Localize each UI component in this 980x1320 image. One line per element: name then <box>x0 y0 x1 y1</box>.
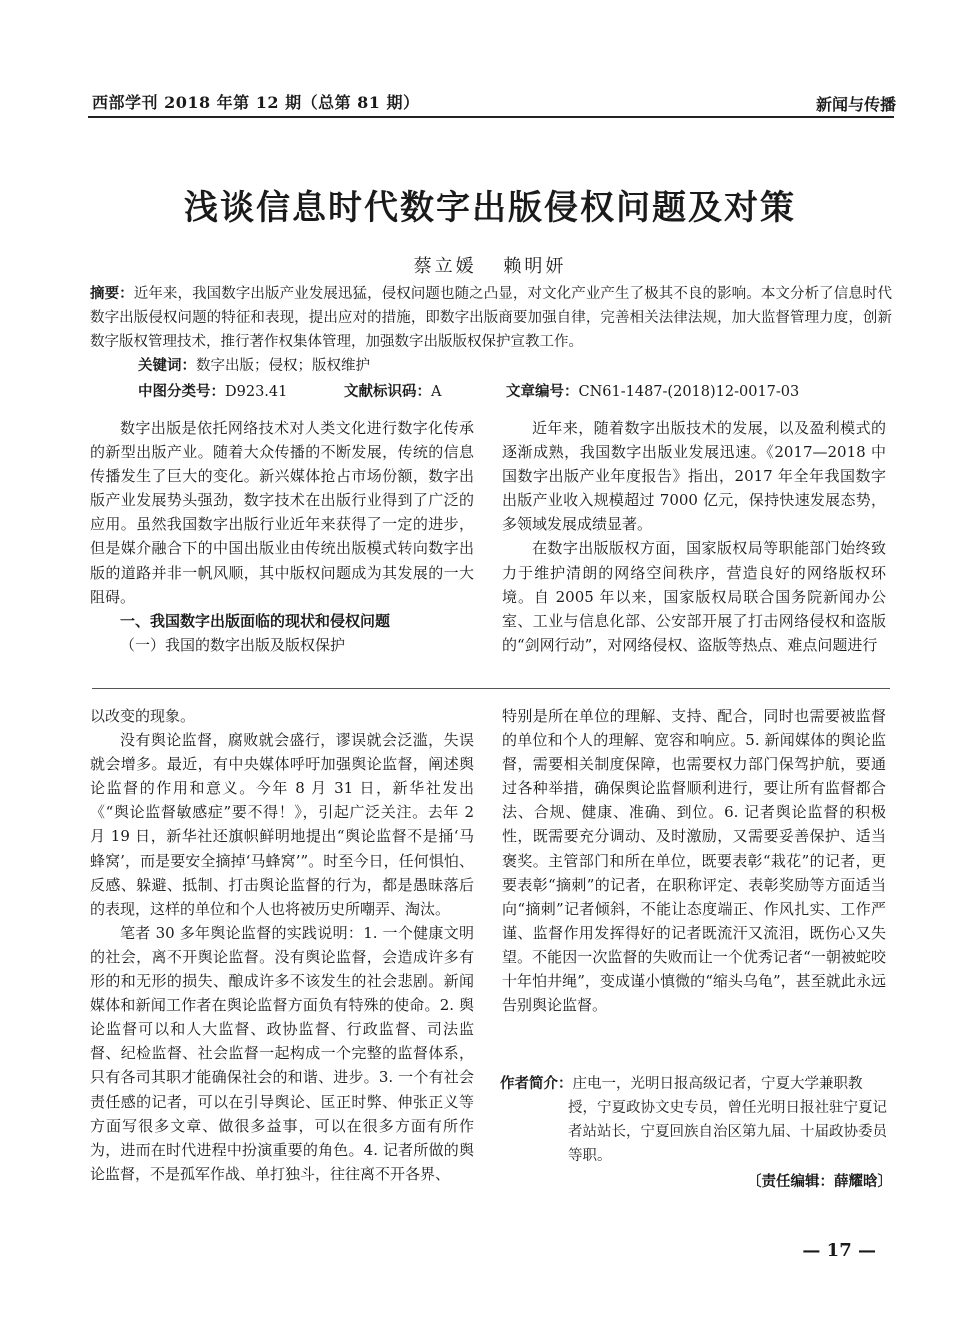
paragraph: 在数字出版版权方面，国家版权局等职能部门始终致力于维护清朗的网络空间秩序，营造良好的网络版权环境。自 2005 年以来，国家版权局联合国务院新闻办公室、工业与信息化部、公安部开展了打击网络侵权和盗版的“剑网行动”，对网络侵权、盗版等热点、难点问题进行 <box>502 539 886 654</box>
paragraph: 笔者 30 多年舆论监督的实践说明：1. 一个健康文明的社会，离不开舆论监督。没有舆论监督，会造成许多有形的和无形的损失、酿成许多不该发生的社会悲剧。新闻媒体和新闻工作者在舆论监督方面负有特殊的使命。2. 舆论监督可以和人大监督、政协监督、行政监督、司法监督、纪检监督、社会监督一起构成一个完整的监督体系，只有各司其职才能确保社会的和谐、进步。3. 一个有社会责任感的记者，可以在引导舆论、匡正时弊、伸张正义等方面写很多文章、做很多益事，可以在很多方面有所作为，进而在时代进程中扮演重要的角色。4. 记者所做的舆论监督，不是孤军作战、单打独斗，往往离不开各界、 <box>90 923 474 1183</box>
subsection-heading: （一）我国的数字出版及版权保护 <box>120 635 346 654</box>
paragraph: 没有舆论监督，腐败就会盛行，谬误就会泛滥，失误就会增多。最近，有中央媒体呼吁加强舆论监督，阐述舆论监督的作用和意义。今年 8 月 31 日，新华社发出《“舆论监督敏感症”要不得！》，引起广泛关注。去年 2 月 19 日，新华社还旗帜鲜明地提出“舆论监督不是捅‘马蜂窝’，而是要安全摘掉‘马蜂窝’”。时至今日，任何惧怕、反感、躲避、抵制、打击舆论监督的行为，都是愚昧落后的表现，这样的单位和个人也将被历史所嘲弄、淘汰。 <box>90 731 474 918</box>
page-number: — 17 — <box>802 1240 876 1261</box>
lower-left-column <box>90 704 474 1186</box>
upper-left-column <box>90 416 474 657</box>
keywords-text: 数字出版；侵权；版权维护 <box>196 358 370 374</box>
abstract-label: 摘要： <box>90 285 134 302</box>
keywords-label: 关键词： <box>138 357 196 374</box>
paragraph: 特别是所在单位的理解、支持、配合，同时也需要被监督的单位和个人的理解、宽容和响应。5. 新闻媒体的舆论监督，需要相关制度保障，也需要权力部门保驾护航，要通过各种举措，确保舆论监督顺利进行，要让所有监督都合法、合规、健康、准确、到位。6. 记者舆论监督的积极性，既需要充分调动、及时激励，又需要妥善保护、适当褒奖。主管部门和所在单位，既要表彰“栽花”的记者，更要表彰“摘刺”的记者，在职称评定、表彰奖励等方面适当向“摘刺”记者倾斜，不能让态度端正、作风扎实、工作严谨、监督作用发挥得好的记者既流汗又流泪，既伤心又失望。不能因一次监督的失败而让一个优秀记者“一朝被蛇咬十年怕井绳”，变成谨小慎微的“缩头乌龟”，甚至就此永远告别舆论监督。 <box>502 707 886 1015</box>
article-authors: 蔡立媛 赖明妍 <box>413 256 567 277</box>
section-label: 新闻与传播 <box>815 95 896 114</box>
paragraph: 以改变的现象。 <box>90 707 196 725</box>
paragraph: 数字出版是依托网络技术对人类文化进行数字化传承的新型出版产业。随着大众传播的不断发展，传统的信息传播发生了巨大的变化。新兴媒体抢占市场份额，数字出版产业发展势头强劲，数字技术在出版行业得到了广泛的应用。虽然我国数字出版行业近年来获得了一定的进步，但是媒介融合下的中国出版业由传统出版模式转向数字出版的道路并非一帆风顺，其中版权问题成为其发展的一大阻碍。 <box>90 419 474 606</box>
section-heading: 一、我国数字出版面临的现状和侵权问题 <box>120 611 391 630</box>
upper-right-column <box>502 416 886 657</box>
author-bio <box>500 1072 888 1168</box>
article-title: 浅谈信息时代数字出版侵权问题及对策 <box>184 188 796 228</box>
responsible-editor: 〔责任编辑：薛耀晗〕 <box>747 1173 892 1190</box>
lower-right-column <box>502 704 886 1017</box>
article-number: 文章编号：CN61-1487-(2018)12-0017-03 <box>506 383 800 400</box>
abstract <box>90 282 892 354</box>
section-separator <box>92 688 890 689</box>
header-rule <box>88 116 894 118</box>
author-bio-first-line: 作者简介：庄电一，光明日报高级记者，宁夏大学兼职教 <box>500 1075 863 1092</box>
author-bio-rest: 授，宁夏政协文史专员，曾任光明日报社驻宁夏记者站站长，宁夏回族自治区第九届、十届政协委员等职。 <box>568 1100 887 1164</box>
journal-header: 西部学刊 2018 年第 12 期（总第 81 期） <box>92 93 420 112</box>
paragraph: 近年来，随着数字出版技术的发展，以及盈利模式的逐渐成熟，我国数字出版业发展迅速。《2017—2018 中国数字出版产业年度报告》指出，2017 年全年我国数字出版产业收入规模超过 7000 亿元，保持快速发展态势，多领域发展成绩显著。 <box>502 419 886 534</box>
document-code: 文献标识码：A <box>344 383 442 400</box>
keywords <box>138 354 370 375</box>
abstract-text: 近年来，我国数字出版产业发展迅猛，侵权问题也随之凸显，对文化产业产生了极其不良的影响。本文分析了信息时代数字出版侵权问题的特征和表现，提出应对的措施，即数字出版商要加强自律，完善相关法律法规，加大监督管理力度，创新数字版权管理技术，推行著作权集体管理，加强数字出版版权保护宣教工作。 <box>90 286 892 350</box>
class-number: 中图分类号：D923.41 <box>138 383 288 400</box>
